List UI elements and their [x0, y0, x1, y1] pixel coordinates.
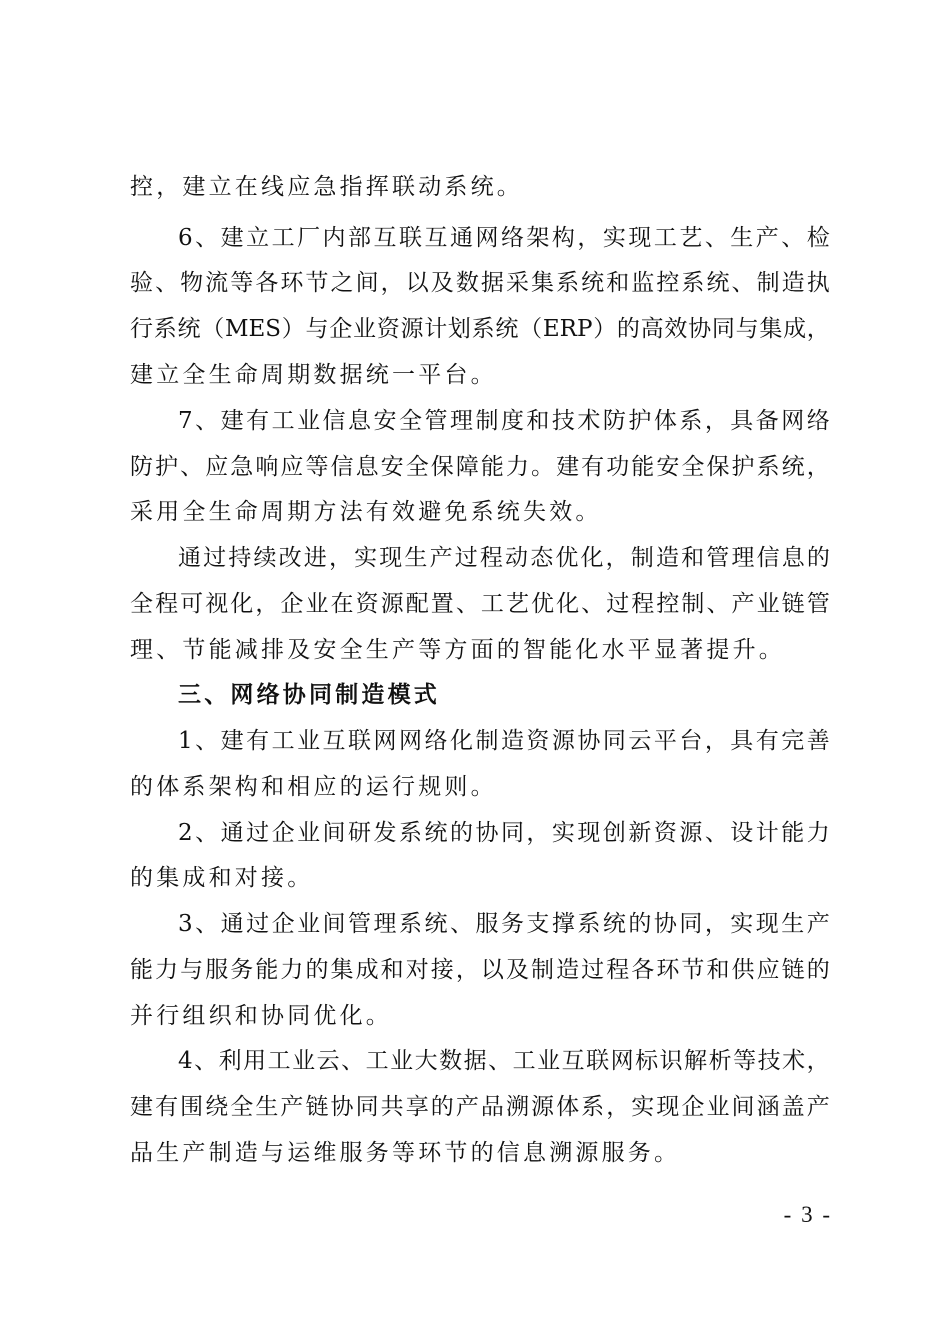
paragraph-line: 通 过 持 续 改 进 ， 实 现 生 产 过 程 动 态 优 化 ， 制 造 和 管 理 信 息 的 [178, 545, 830, 571]
paragraph-line: 控，建立在线应急指挥联动系统。 [130, 174, 523, 200]
paragraph-line: 4 、 利 用 工 业 云 、 工 业 大 数 据 、 工 业 互 联 网 标 识 解 析 等 技 术 ， [178, 1048, 830, 1074]
paragraph-line: 6 、 建 立 工 厂 内 部 互 联 互 通 网 络 架 构 ， 实 现 工 艺 、 生 产 、 检 [178, 225, 830, 251]
paragraph-line: 采用全生命周期方法有效避免系统失效。 [130, 499, 602, 525]
paragraph-line: 建立全生命周期数据统一平台。 [130, 362, 497, 388]
paragraph-line: 验 、 物 流 等 各 环 节 之 间 ， 以 及 数 据 采 集 系 统 和 监 控 系 统 、 制 造 执 [130, 270, 830, 296]
paragraph-line: 的集成和对接。 [130, 865, 314, 891]
page-number: - 3 - [783, 1202, 832, 1227]
paragraph-line: 1 、 建 有 工 业 互 联 网 网 络 化 制 造 资 源 协 同 云 平 台 ， 具 有 完 善 [178, 728, 830, 754]
section-heading: 三、网络协同制造模式 [178, 682, 440, 708]
paragraph-line: 3 、 通 过 企 业 间 管 理 系 统 、 服 务 支 撑 系 统 的 协 同 ， 实 现 生 产 [178, 911, 830, 937]
paragraph-line: 行 系 统 （ MES ） 与 企 业 资 源 计 划 系 统 （ ERP ） 的 高 效 协 同 与 集 成 ， [130, 316, 830, 342]
paragraph-line: 全 程 可 视 化 ， 企 业 在 资 源 配 置 、 工 艺 优 化 、 过 程 控 制 、 产 业 链 管 [130, 591, 830, 617]
paragraph-line: 建 有 围 绕 全 生 产 链 协 同 共 享 的 产 品 溯 源 体 系 ， 实 现 企 业 间 涵 盖 产 [130, 1094, 830, 1120]
paragraph-line: 2 、 通 过 企 业 间 研 发 系 统 的 协 同 ， 实 现 创 新 资 源 、 设 计 能 力 [178, 820, 830, 846]
paragraph-line: 品生产制造与运维服务等环节的信息溯源服务。 [130, 1140, 681, 1166]
paragraph-line: 并行组织和协同优化。 [130, 1003, 392, 1029]
paragraph-line: 防 护 、 应 急 响 应 等 信 息 安 全 保 障 能 力 。 建 有 功 能 安 全 保 护 系 统 ， [130, 454, 830, 480]
paragraph-line: 理、节能减排及安全生产等方面的智能化水平显著提升。 [130, 637, 785, 663]
paragraph-line: 能 力 与 服 务 能 力 的 集 成 和 对 接 ， 以 及 制 造 过 程 各 环 节 和 供 应 链 的 [130, 957, 830, 983]
paragraph-line: 的体系架构和相应的运行规则。 [130, 774, 497, 800]
paragraph-line: 7 、 建 有 工 业 信 息 安 全 管 理 制 度 和 技 术 防 护 体 系 ， 具 备 网 络 [178, 408, 830, 434]
